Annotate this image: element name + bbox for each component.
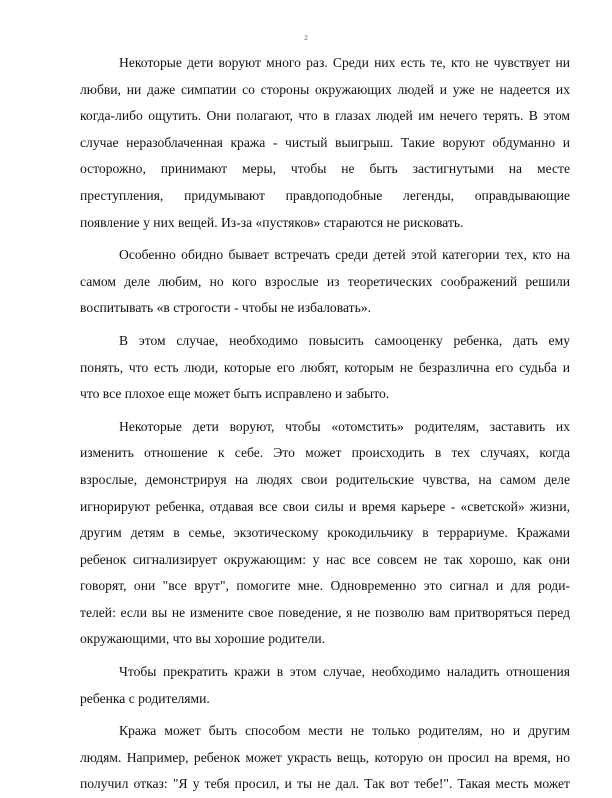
text-line: преступления, придумывают правдоподобные легенды, оправдывающие [80,187,570,203]
document-body [80,50,570,798]
text-line: ребенка с родителями. [80,690,210,706]
paragraph [80,242,570,322]
text-line: Некоторые дети воруют, чтобы «отомстить» родителям, заставить их [119,418,570,434]
page-number: 2 [304,34,308,42]
paragraph [80,328,570,408]
text-line: когда-либо ощутить. Они полагают, что в глазах людей им нечего терять. В этом [80,108,570,124]
text-line: окружающими, что вы хорошие родители. [80,631,326,647]
text-line: людям. Например, ребенок может украсть вещь, которую он просил на время, но [80,749,570,765]
text-line: любви, ни даже симпатии со стороны окружающих людей и уже не надеется их [80,81,570,97]
text-line: появление у них вещей. Из-за «пустяков» стараются не рисковать. [80,214,464,230]
text-line: Чтобы прекратить кражи в этом случае, необходимо наладить отношения [119,664,570,680]
text-line: Некоторые дети воруют много раз. Среди них есть те, кто не чувствует ни [119,55,570,70]
text-line: понять, что есть люди, которые его любят, которым не безразлична его судьба и [80,359,570,375]
text-line: ребенок сигнализирует окружающим: у нас все совсем не так хорошо, как они [80,551,570,567]
paragraph [80,659,570,712]
text-line: Особенно обидно бывает встречать среди детей этой категории тех, кто на [119,247,570,263]
text-line: что все плохое еще может быть исправлено и забыто. [80,386,390,402]
text-line: получил отказ: "Я у тебя просил, и ты не дал. Так вот тебе!". Такая месть может [80,776,570,792]
text-line: Кража может быть способом мести не только родителям, но и другим [119,723,570,739]
text-line: телей: если вы не измените свое поведение, я не позволю вам притворяться перед [80,604,570,620]
text-line: самом деле любим, но кого взрослые из теоретических соображений решили [80,273,570,289]
paragraph [80,718,570,798]
text-line: игнорируют ребенка, отдавая все свои силы и время карьере - «светской» жизни, [80,498,570,514]
text-line: осторожно, принимают меры, чтобы не быть застигнутыми на месте [80,161,570,177]
text-line: В этом случае, необходимо повысить самооценку ребенка, дать ему [119,332,570,348]
text-line: изменить отношение к себе. Это может происходить в тех случаях, когда [80,445,570,461]
paragraph [80,50,570,236]
text-line: случае неразоблаченная кража - чистый выигрыш. Такие воруют обдуманно и [80,134,570,150]
text-line: взрослые, демонстрируя на людях свои родительские чувства, на самом деле [80,471,570,487]
text-line: говорят, они "все врут", помогите мне. Одновременно это сигнал и для роди- [80,578,570,594]
text-line: другим детям в семье, экзотическому крокодильчику в террариуме. Кражами [80,525,570,541]
text-line: воспитывать «в строгости - чтобы не избаловать». [80,300,371,316]
paragraph [80,414,570,653]
